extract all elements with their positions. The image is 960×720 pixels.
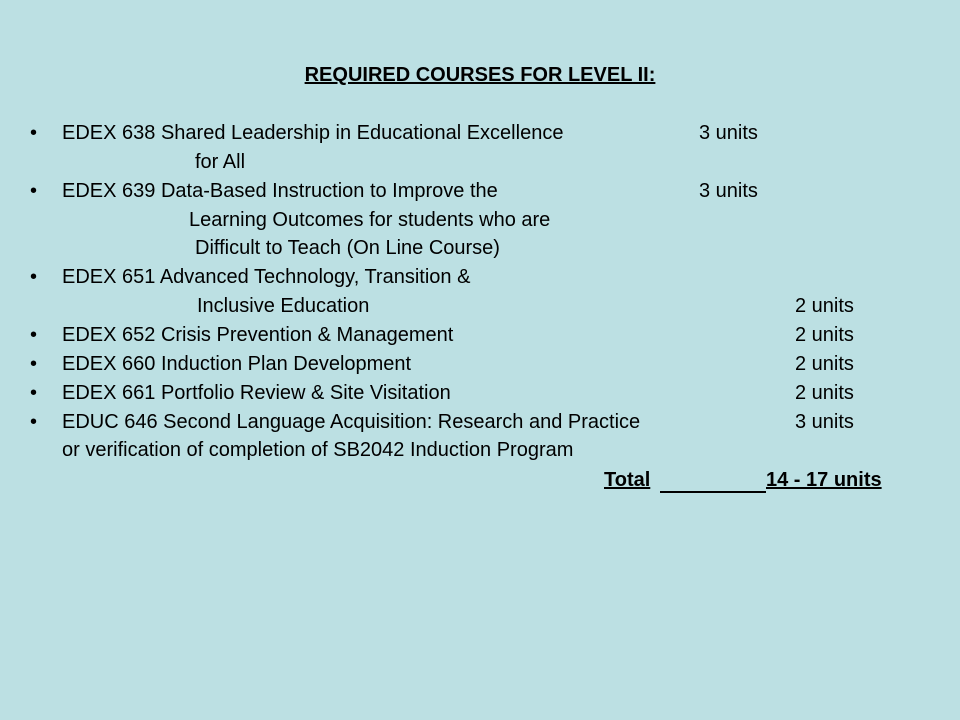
course-units: 3 units bbox=[795, 411, 854, 433]
course-line: or verification of completion of SB2042 Induction Program bbox=[62, 439, 574, 461]
bullet-icon: • bbox=[30, 411, 38, 433]
bullet-icon: • bbox=[30, 122, 38, 144]
bullet-icon: • bbox=[30, 382, 38, 404]
total-value: 14 - 17 units bbox=[766, 469, 882, 491]
course-line: Learning Outcomes for students who are bbox=[189, 209, 551, 231]
course-line: Inclusive Education bbox=[197, 295, 370, 317]
course-line: EDEX 639 Data-Based Instruction to Improve the bbox=[62, 180, 498, 202]
course-line: for All bbox=[195, 151, 246, 173]
course-line: EDEX 652 Crisis Prevention & Management bbox=[62, 324, 454, 346]
course-units: 3 units bbox=[699, 180, 758, 202]
course-units: 2 units bbox=[795, 353, 854, 375]
course-line: EDEX 651 Advanced Technology, Transition & bbox=[62, 266, 471, 288]
course-line: Difficult to Teach (On Line Course) bbox=[195, 237, 500, 259]
course-line: EDEX 638 Shared Leadership in Educational Excellence bbox=[62, 122, 564, 144]
course-units: 3 units bbox=[699, 122, 758, 144]
page-title: REQUIRED COURSES FOR LEVEL II: bbox=[304, 64, 656, 86]
bullet-icon: • bbox=[30, 353, 38, 375]
course-units: 2 units bbox=[795, 324, 854, 346]
total-label: Total bbox=[604, 469, 651, 491]
total-underline bbox=[660, 467, 766, 493]
bullet-icon: • bbox=[30, 266, 38, 288]
course-line: EDEX 660 Induction Plan Development bbox=[62, 353, 412, 375]
bullet-icon: • bbox=[30, 324, 38, 346]
course-units: 2 units bbox=[795, 295, 854, 317]
course-line: EDUC 646 Second Language Acquisition: Research and Practice bbox=[62, 411, 641, 433]
bullet-icon: • bbox=[30, 180, 38, 202]
course-units: 2 units bbox=[795, 382, 854, 404]
course-line: EDEX 661 Portfolio Review & Site Visitation bbox=[62, 382, 451, 404]
